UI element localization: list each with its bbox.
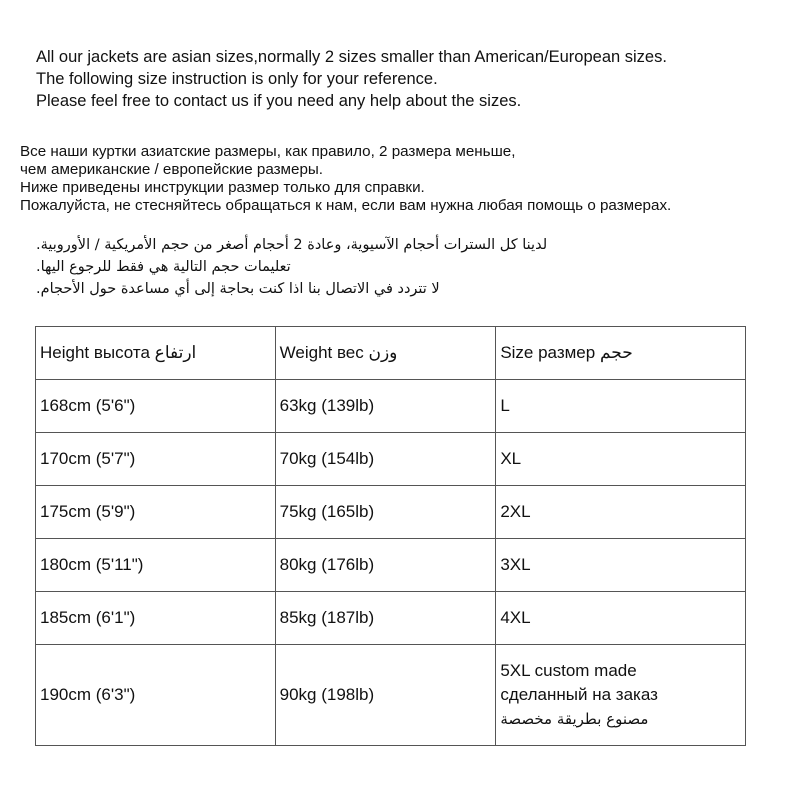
size-cell: XL — [496, 433, 746, 486]
height-cell: 175cm (5'9") — [36, 486, 276, 539]
size-cell: 3XL — [496, 539, 746, 592]
table-row — [36, 380, 746, 433]
height-cell: 170cm (5'7") — [36, 433, 276, 486]
weight-cell: 63kg (139lb) — [275, 380, 496, 433]
size-chart-table — [35, 326, 746, 746]
russian-line-4: Пожалуйста, не стесняйтесь обращаться к нам, если вам нужна любая помощь о размерах. — [20, 197, 672, 214]
size-cell-multiline — [496, 645, 746, 746]
arabic-line-3: لا تتردد في الاتصال بنا اذا كنت بحاجة إلى أي مساعدة حول الأحجام. — [36, 281, 440, 297]
height-cell: 190cm (6'3") — [36, 645, 276, 746]
russian-line-2: чем американские / европейские размеры. — [20, 161, 324, 178]
table-row — [36, 592, 746, 645]
table-header-row — [36, 327, 746, 380]
height-cell: 168cm (5'6") — [36, 380, 276, 433]
table-row — [36, 645, 746, 746]
size-cell: 2XL — [496, 486, 746, 539]
size-cell: L — [496, 380, 746, 433]
header-weight: Weight вес وزن — [275, 327, 496, 380]
table-row — [36, 486, 746, 539]
arabic-notice — [36, 234, 547, 300]
weight-cell: 80kg (176lb) — [275, 539, 496, 592]
english-line-3: Please feel free to contact us if you need any help about the sizes. — [36, 92, 522, 110]
height-cell: 185cm (6'1") — [36, 592, 276, 645]
table-row — [36, 539, 746, 592]
russian-notice — [20, 143, 671, 215]
arabic-line-2: تعليمات حجم التالية هي فقط للرجوع اليها. — [36, 259, 291, 275]
arabic-line-1: لدينا كل السترات أحجام الآسيوية، وعادة 2 أحجام أصغر من حجم الأمريكية / الأوروبية. — [36, 237, 548, 253]
weight-cell: 70kg (154lb) — [275, 433, 496, 486]
weight-cell: 90kg (198lb) — [275, 645, 496, 746]
english-notice — [36, 46, 667, 112]
weight-cell: 75kg (165lb) — [275, 486, 496, 539]
english-line-2: The following size instruction is only for your reference. — [36, 70, 438, 88]
weight-cell: 85kg (187lb) — [275, 592, 496, 645]
header-size: Size размер حجم — [496, 327, 746, 380]
russian-line-3: Ниже приведены инструкции размер только для справки. — [20, 179, 425, 196]
header-height: Height высота ارتفاع — [36, 327, 276, 380]
table-row — [36, 433, 746, 486]
english-line-1: All our jackets are asian sizes,normally 2 sizes smaller than American/European sizes. — [36, 48, 667, 66]
russian-line-1: Все наши куртки азиатские размеры, как правило, 2 размера меньше, — [20, 143, 516, 160]
height-cell: 180cm (5'11") — [36, 539, 276, 592]
size-line-russian: сделанный на заказ — [500, 685, 658, 704]
size-cell: 4XL — [496, 592, 746, 645]
size-line-english: 5XL custom made — [500, 661, 637, 680]
size-line-arabic: مصنوع بطريقة مخصصة — [500, 710, 649, 728]
